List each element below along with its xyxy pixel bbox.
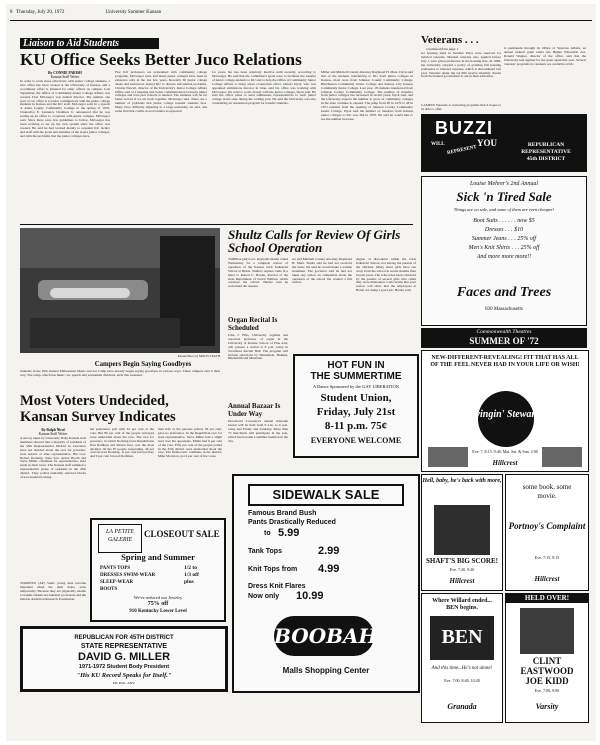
lapetite-logo — [98, 524, 142, 553]
ben-theatre: Granada — [447, 702, 477, 711]
buzzi-slogan-left: WILL — [431, 142, 445, 147]
eastwood-photo — [520, 608, 574, 654]
shaft-tag: Hell, baby, he's back with more, — [422, 478, 502, 484]
hotfun-title-2: THE SUMMERTIME — [310, 371, 402, 382]
lapetite-item-4: BOOTS — [100, 587, 118, 592]
lapetite-item-1: PANTS TOPS — [100, 566, 131, 571]
ben-ad — [421, 593, 503, 723]
sidewalk-price-1: 5.99 — [278, 527, 300, 539]
survey-col-3: than half of the persons polled, 56 per cent, gave no preference. In the Republican race for state representative, Steve Miller had a slight lead over his opponents. Miller had 9 per cent of the vote. Fifty per cent of the people polled in the 45th district were undecided about the race. The Democratic candidate in the district, Mike Morrison, got 4 per cent of the votes. — [158, 428, 222, 459]
shaft-title: SHAFT'S BIG SCORE! — [426, 557, 498, 565]
faces-ad — [421, 176, 587, 326]
lapetite-discount: 75% off — [147, 601, 169, 607]
hotfun-sub: A Dance Sponsored by the GAY LIBERATION — [313, 384, 399, 389]
commonwealth-banner — [421, 328, 587, 348]
newspaper-page — [6, 4, 596, 741]
photo-camper — [50, 288, 130, 298]
lapetite-headline: CLOSEOUT SALE — [144, 529, 220, 539]
lapetite-name-2: GALERIE — [107, 537, 133, 543]
shaft-ad — [421, 474, 503, 591]
survey-byline-title: Kansan Staff Writer — [38, 432, 68, 436]
sidewalk-line-3: to — [264, 530, 271, 537]
survey-headline: Most Voters Undecided, Kansan Survey Indicates — [20, 393, 176, 425]
shaft-theatre: Hillcrest — [449, 577, 475, 585]
lapetite-jewelry: We've reduced our Jewelry — [133, 595, 183, 600]
veterans-col-1: for housing units in Stouffer Place were reserved for married veterans. Married veterans who applied before July 1 were given preference in the housing lists. In 1969, the University adopted a policy of granting full housing preference to married veterans, which it discontinued last year. Veterans under the GI Bill receive monthly checks from the federal government to aid in their education. — [421, 52, 501, 79]
buzzi-line-3: 45th DISTRICT — [526, 156, 566, 162]
stewardesses-theatre: Hillcrest — [492, 459, 518, 467]
sidewalk-price-3: 4.99 — [318, 563, 340, 575]
lapetite-address: 910 Kentucky Lower Level — [129, 609, 187, 614]
photo-caption-title: Campers Begin Saying Goodbyes — [94, 361, 192, 368]
sidewalk-item-3: Knit Tops from — [248, 566, 298, 573]
folio-date: Thursday, July 20, 1972 — [16, 10, 65, 15]
miller-ad — [20, 626, 228, 692]
bazaar-headline: Annual Bazaar Is Under Way — [228, 402, 281, 418]
eastwood-title: JOE KIDD — [525, 676, 569, 686]
buzzi-ad — [421, 114, 587, 172]
survey-col-2: the preference poll with 61 per cent of the vote. But 80 per cent of the people surveyed were undecided about the race. The race for governor, in which Docking faces Republicans Ken Rathbun and Morris Kay, was the most decided. Of the 87 people responding, 46 per cent favored Docking, 11 per cent favored Kay and 9 per cent favored Rathbun. — [90, 428, 154, 459]
photo-caption: Students in the 25th Annual Midwestern Music and Art Camp have already begun saying goodbyes in various ways. These campers said it their way. The camp, which has music, art, speech and journalism divisions, ends this weekend. — [20, 370, 220, 377]
miller-name: DAVID G. MILLER — [77, 651, 171, 663]
lead-byline-block — [20, 71, 110, 79]
portnoy-tag: some book. some movie. — [522, 483, 572, 500]
miller-quote: "His KU Record Speaks for Itself." — [76, 672, 172, 679]
sidewalk-item-4b: Now only — [248, 593, 280, 600]
commonwealth-banner-2: SUMMER OF '72 — [469, 336, 539, 346]
folio — [10, 10, 550, 15]
survey-byline-block — [20, 428, 86, 436]
faces-list — [436, 217, 572, 262]
faces-address: 830 Massachusetts — [485, 307, 523, 312]
portnoy-theatre: Hillcrest — [534, 575, 560, 583]
shultz-headline: Shultz Calls for Review Of Girls School Operation — [228, 227, 401, 255]
lead-byline: By CONNIE PARISH — [48, 71, 82, 75]
sidewalk-price-4: 10.99 — [296, 590, 324, 602]
lead-bottom-rule — [20, 224, 413, 225]
lapetite-items — [100, 565, 180, 593]
lapetite-price-4: plus — [184, 579, 194, 585]
survey-col-1: A survey taken by University Daily Kansan staff members showed that a majority of residents of the 45th Representative District in Lawrence have not decided about the race for governor, state senator or state representative. But Gov. Robert Docking, State Sen. Arden Booth and Steve Miller, candidate for representative, hold leads in their races. The Kansan staff sampled a representative group of residents in the 45th district. They polled randomly selected blocks of non-student housing. — [20, 437, 86, 480]
faces-title: Louise Mehrer's 2nd Annual — [469, 181, 539, 187]
hotfun-ad — [293, 354, 419, 458]
shultz-col-2: ers and Mitchell County Attorney Raymond H. Marz. Shultz said he had not received the letter, but said he would make a written statement. The governor said he had not taken any action on complaints about the operation of the school but wanted a full review. — [292, 258, 352, 285]
stewardesses-photo-left — [428, 447, 468, 467]
lapetite-prices — [184, 565, 220, 586]
photo-floor — [30, 318, 180, 348]
buzzi-slogan-mid: REPRESENT — [446, 144, 478, 157]
lead-byline-title: Kansan Staff Writer — [50, 75, 80, 79]
miller-adv: PD. POL. ADV. — [112, 681, 136, 685]
sidewalk-ad — [232, 474, 420, 693]
hotfun-time: 8-11 p.m. 75¢ — [324, 420, 388, 432]
boobah-logo: BOOBAH — [274, 616, 374, 656]
lead-col-2: Few KU professors are acquainted with community college programs, McGregor said, and many junior colleges have been in existence only in the last few years. Recently 60 junior college deans and instructors visited KU to discuss articulation problems. Clinton Newell, director of the University's Junior College Affairs Office said at a meeting that better communication between junior colleges and four-year schools is needed. The students will be far better served if we all work together, McGregor said. There are a number of problems that junior college transfer students face. Many have difficulty adjusting to a large university, he said, and some find that credits do not transfer as expected. — [115, 71, 207, 114]
shaft-photo — [434, 505, 490, 555]
veterans-caption: CAMPUS Veterans is reviewing programs that it hopes to be able to offer. — [421, 104, 501, 111]
eastwood-actor-1: CLINT — [532, 656, 562, 666]
lapetite-item-2: DRESSES SWIM-WEAR — [100, 573, 156, 578]
stewardesses-photo-right — [542, 447, 582, 467]
stewardesses-title: The Swingin' Stewardesses — [449, 409, 561, 420]
lapetite-price-2: 1/3 off — [184, 572, 199, 578]
sidewalk-item-2: Tank Tops — [248, 548, 282, 555]
faces-name: Faces and Trees — [456, 285, 552, 300]
miller-line-1: REPUBLICAN FOR 45TH DISTRICT — [74, 635, 174, 641]
lead-headline: KU Office Seeks Better Juco Relations — [20, 50, 302, 69]
organ-headline: Organ Recital Is Scheduled — [228, 316, 278, 332]
eastwood-held: HELD OVER! — [506, 594, 588, 603]
lapetite-sub: Spring and Summer — [121, 552, 195, 562]
buzzi-name: BUZZI — [435, 118, 493, 138]
shultz-col-3: degree of discontent within the Girls Industrial School, not among the parents of the children. Many more girls have run away from the school in recent months than in past years. The school has been criticized by the parents of several girls who claim they were mistreated. I am certain that your review will show that the employees at Beloit are doing a good job, Harder said. — [356, 258, 416, 293]
stewardesses-ad — [421, 350, 589, 472]
sidewalk-line-1: Famous Brand Bush — [248, 510, 317, 517]
buzzi-slogan-right: YOU — [477, 138, 497, 148]
hotfun-title-1: HOT FUN IN — [327, 360, 385, 371]
miller-line-3: 1971-1972 Student Body President — [78, 664, 170, 670]
buzzi-line-2: REPRESENTATIVE — [521, 149, 571, 155]
ben-times: Eve. 7:00, 8:40, 10:20 — [444, 678, 480, 683]
miller-line-2: STATE REPRESENTATIVE — [80, 643, 168, 650]
eastwood-theatre: Varsity — [535, 702, 559, 711]
portnoy-title: Portnoy's Complaint — [508, 521, 586, 531]
faces-sale: Sick 'n Tired Sale — [456, 189, 552, 204]
lead-col-3: for years, but has been relatively inactive until recently, according to McGregor. He said that the committee's goals were to facilitate the transfer of junior college students to KU and to help the Office of Community Junior College Affairs to bring about cooperative effort. Gilbert Dyck, who was appointed admissions director in June, said his office was working with McGregor. We want to work closely with the junior colleges, Dyck said. He said the office plans to send admissions representatives to each junior college in the state during the coming year. He said the University was also considering an orientation program for transfer students. — [212, 71, 316, 106]
survey-byline: By Ralph Nicol — [41, 428, 65, 432]
buzzi-line-1: REPUBLICAN — [527, 142, 565, 148]
photo-credit: Kansan Photo by MOLLY LEACH — [177, 354, 220, 358]
stewardesses-tag: NEW-DIFFERENT-REVEALING! FIT THAT HAS ALL OF THE FEEL NEVER HAD IN YOUR LIFE OR WISH! — [430, 355, 580, 368]
faces-line-3: Summer Jeans . . . 25% off — [471, 236, 537, 242]
faces-line-4: Men's Knit Shirts . . . 25% off — [468, 245, 540, 251]
faces-line-2: Dresses . . . $10 — [484, 227, 524, 233]
commonwealth-banner-1: Commonwealth Theatres — [476, 329, 532, 335]
faces-line-5: And more more more!! — [476, 254, 532, 260]
eastwood-actor-2: EASTWOOD — [520, 666, 574, 676]
campers-photo — [20, 228, 220, 353]
sidewalk-item-4: Dress Knit Flares — [248, 583, 306, 590]
sidewalk-mall: Malls Shopping Center — [282, 666, 370, 675]
lead-col-1: In order to work more effectively with junior college students, a new office has been created at the University of Kansas, and a coordinator effort is planned for other offices on campus. Last September, the Office of Community-Junior College Affairs was created. Don McGregor was named director. The number one goal of our office is to better communicate with the junior college students in Kansas and the KU staff, McGregor said. In a speech at Allen County Community College in the spring of 1970, Chancellor E. Laurence Chalmers Jr. announced that he was setting up an office to cooperate with junior colleges. McGregor said. Since there were few guidelines to follow, McGregor has been working to set up his own system since the office was created. He said he had worked mainly to acquaint KU faculty and staff with the goals and attitudes of the state's junior colleges, and with the problems that the junior colleges have. — [20, 80, 110, 138]
toronto-brief: TORONTO (AP) Some young men become impatient when the mail drops, even temporarily. Because they are physically unable to handle student six-hundred provisions and the Ontario Addiction Research Foundation. — [20, 582, 86, 601]
ben-note: And this time...He's not alone! — [431, 666, 493, 671]
portnoy-times: Eve. 7:15, 9:15 — [534, 555, 560, 560]
veterans-headline: Veterans . . . — [421, 34, 479, 46]
shultz-col-1: TOPEKA (AP) Gov. Reynolds Shultz called Wednesday for a complete review of operation of the Kansas Girls Industrial School at Beloit. Shultz's request came in a letter to Robert C. Harder, director of the state Department of Social Welfare, which oversees the school. Harder said he welcomed the request. — [228, 258, 288, 289]
hotfun-venue: Student Union, — [320, 392, 392, 404]
lapetite-ad — [90, 518, 226, 622]
organ-text: John J. Ellis, University organist and associate professor of organ in the University of Kansas School of Fine Arts, will present a recital at 8 p.m. today in Swarthout Recital Hall. The program will include selections by Buxtehude, Brahms, Hindemith and Messiaen. — [228, 334, 288, 361]
stewardesses-times: Eve. 7, 8:15, 9:40. Mat. Sat. & Sun. 2:00 — [472, 449, 538, 454]
lapetite-price-1: 1/2 to — [184, 565, 197, 571]
portnoy-ad — [505, 474, 589, 591]
faces-line-1: Boot Suits . . . . . . now $5 — [473, 218, 535, 224]
ben-tag: Where Willard ended... BEN begins. — [432, 598, 492, 611]
sidewalk-price-2: 2.99 — [318, 545, 340, 557]
ben-title: BEN — [441, 626, 483, 648]
buzzi-lines — [507, 142, 585, 163]
shaft-times: Eve. 7:20, 9:20 — [449, 567, 475, 572]
sidewalk-line-2: Pants Drastically Reduced — [248, 519, 336, 526]
eastwood-ad — [505, 593, 589, 723]
bazaar-text: Downtown Lawrence's annual sidewalk bazaar will be held from 9 a.m. to 9 p.m. today and Friday and Saturday. More than 75 merchants will participate in the sale, which has become a summer tradition in the city. — [228, 420, 288, 443]
folio-rule — [10, 20, 592, 21]
faces-sub: Things are on sale, and some of them are even cheaper! — [453, 207, 555, 212]
folio-paper: University Summer Kansan — [105, 10, 162, 15]
hotfun-note: EVERYONE WELCOME — [310, 436, 402, 445]
veterans-continued: Continued from page 1 — [426, 47, 459, 51]
lead-kicker: Liaison to Aid Students — [20, 38, 159, 49]
lead-col-4: Miller and Mitchell County Attorney Raymond H. Marz. Dyck said that of the students transferring to KU from junior colleges in Kansas, most were from Johnson County Community College, Hutchinson Community Junior College and Kansas City Kansas Community Junior College. Last year, 18 students transferred from Johnson County Community College. The number of transfers from junior colleges has increased in recent years, Dyck said, and the University expects the number to grow as community colleges in the state continue to expand. The jump from 28 in 1970 to 28 in 1971 resulted from the opening of Johnson County Community Junior College. Dyck said the number of transfers from Kansas junior colleges to KU was 364 in 1970. He said he would like to see the number increase. — [321, 71, 413, 121]
lapetite-item-3: SLEEP-WEAR — [100, 580, 134, 585]
folio-page: 8 — [10, 10, 13, 15]
eastwood-times: Eve. 7:00, 9:00 — [534, 688, 560, 693]
sidewalk-title: SIDEWALK SALE — [248, 484, 404, 506]
veterans-col-2: is permanent through its Office of Veterans Affairs, an annual federal grant under the Higher Education Act. Ronald Wagner, director of the office, said that the University had applied for the grant again this year. Several veterans' programs for students are available at KU. — [504, 47, 586, 66]
lapetite-name-1: LA PETITE — [105, 529, 135, 535]
hotfun-date: Friday, July 21st — [316, 406, 396, 418]
